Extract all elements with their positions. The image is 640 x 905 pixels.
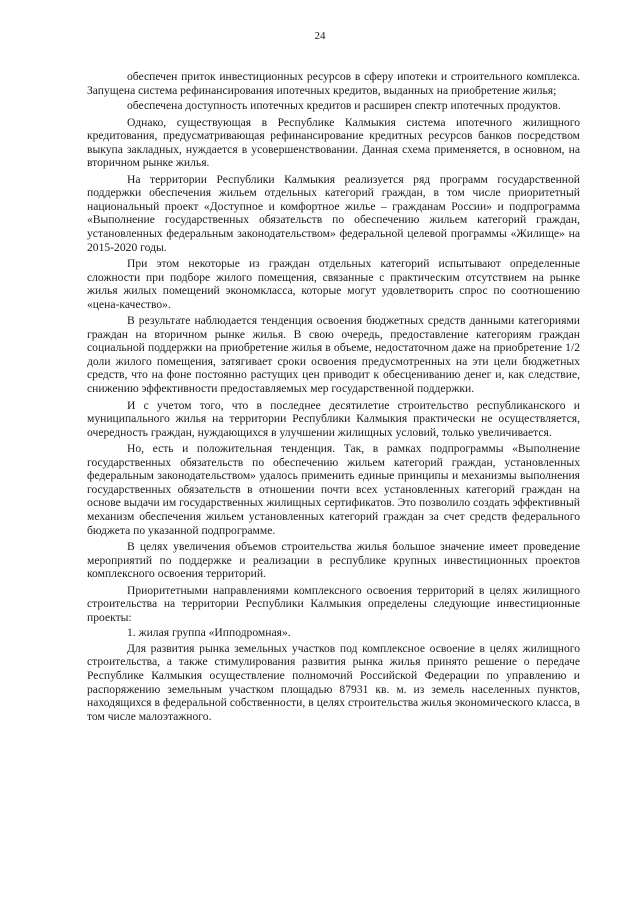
paragraph-list-item-1: 1. жилая группа «Ипподромная». — [127, 626, 291, 640]
paragraph-mortgage-availability: обеспечена доступность ипотечных кредитов и расширен спектр ипотечных продуктов. — [127, 99, 561, 113]
document-body — [87, 70, 580, 725]
paragraph-investment-projects: В целях увеличения объемов строительства жилья большое значение имеет проведение мероприятий по поддержке и реализации в республике крупных инвестиционных проектов комплексного освоения территорий. — [87, 540, 580, 581]
page-number: 24 — [314, 30, 326, 42]
paragraph-mortgage-system: Однако, существующая в Республике Калмыкия система ипотечного жилищного кредитования, предусматривающая рефинансирование кредитных ресурсов банков посредством выкупа закладных, нуждается в усовершенствовании. Данная схема применяется, в основном, на вторичном рынке жилья. — [87, 115, 580, 170]
paragraph-land-market: Для развития рынка земельных участков под комплексное освоение в целях жилищного строительства, а также стимулирования развития рынка жилья принято решение о передаче Республике Калмыкия осуществление полномочий Российской Федерации по управлению и распоряжению земельным участком площадью 87931 кв. м. из земель населенных пунктов, находящихся в федеральной собственности, в целях строительства жилья экономического класса, в том числе малоэтажного. — [87, 641, 580, 723]
paragraph-state-programs: На территории Республики Калмыкия реализуется ряд программ государственной поддержки обеспечения жильем отдельных категорий граждан, в том числе приоритетный национальный проект «Доступное и комфортное жилье – гражданам России» и подпрограмма «Выполнение государственных обязательств по обеспечению жильем категорий граждан, установленных федеральным законодательством» федеральной целевой программы «Жилище» на 2015-2020 годы. — [87, 172, 580, 254]
paragraph-municipal-housing: И с учетом того, что в последнее десятилетие строительство республиканского и муниципального жилья на территории Республики Калмыкия практически не осуществляется, очередность граждан, нуждающихся в улучшении жилищных условий, только увеличивается. — [87, 398, 580, 439]
paragraph-housing-difficulties: При этом некоторые из граждан отдельных категорий испытывают определенные сложности при подборе жилого помещения, связанные с практическим отсутствием на рынке жилья жилых помещений экономкласса, которые могут удовлетворить спрос по соотношению «цена-качество». — [87, 257, 580, 311]
paragraph-secondary-market: В результате наблюдается тенденция освоения бюджетных средств данными категориями граждан на вторичном рынке жилья. В свою очередь, предоставление категориям граждан социальной поддержки на приобретение жилья в объеме, недостаточном даже на приобретение 1/2 доли жилого помещения, затягивает сроки освоения предусмотренных на эти цели бюджетных средств, что на фоне постоянно растущих цен приводит к обесцениванию денег и, как следствие, снижению эффективности предоставляемых мер государственной поддержки. — [87, 314, 580, 396]
paragraph-investment-inflow: обеспечен приток инвестиционных ресурсов в сферу ипотеки и строительного комплекса. Запущена система рефинансирования ипотечных кредитов, выданных на приобретение жилья; — [87, 70, 580, 97]
paragraph-priority-directions: Приоритетными направлениями комплексного освоения территорий в целях жилищного строительства на территории Республики Калмыкия определены следующие инвестиционные проекты: — [87, 583, 580, 624]
paragraph-positive-trend: Но, есть и положительная тенденция. Так, в рамках подпрограммы «Выполнение государственных обязательств по обеспечению жильем категорий граждан, установленных федеральным законодательством» удалось применить единые принципы и механизмы выполнения государственных обязательств в отношении почти всех установленных категорий граждан на основе выдачи им государственных жилищных сертификатов. Это позволило создать эффективный механизм обеспечения жильем установленных категорий граждан за счет средств федерального бюджета по указанной подпрограмме. — [87, 442, 580, 537]
